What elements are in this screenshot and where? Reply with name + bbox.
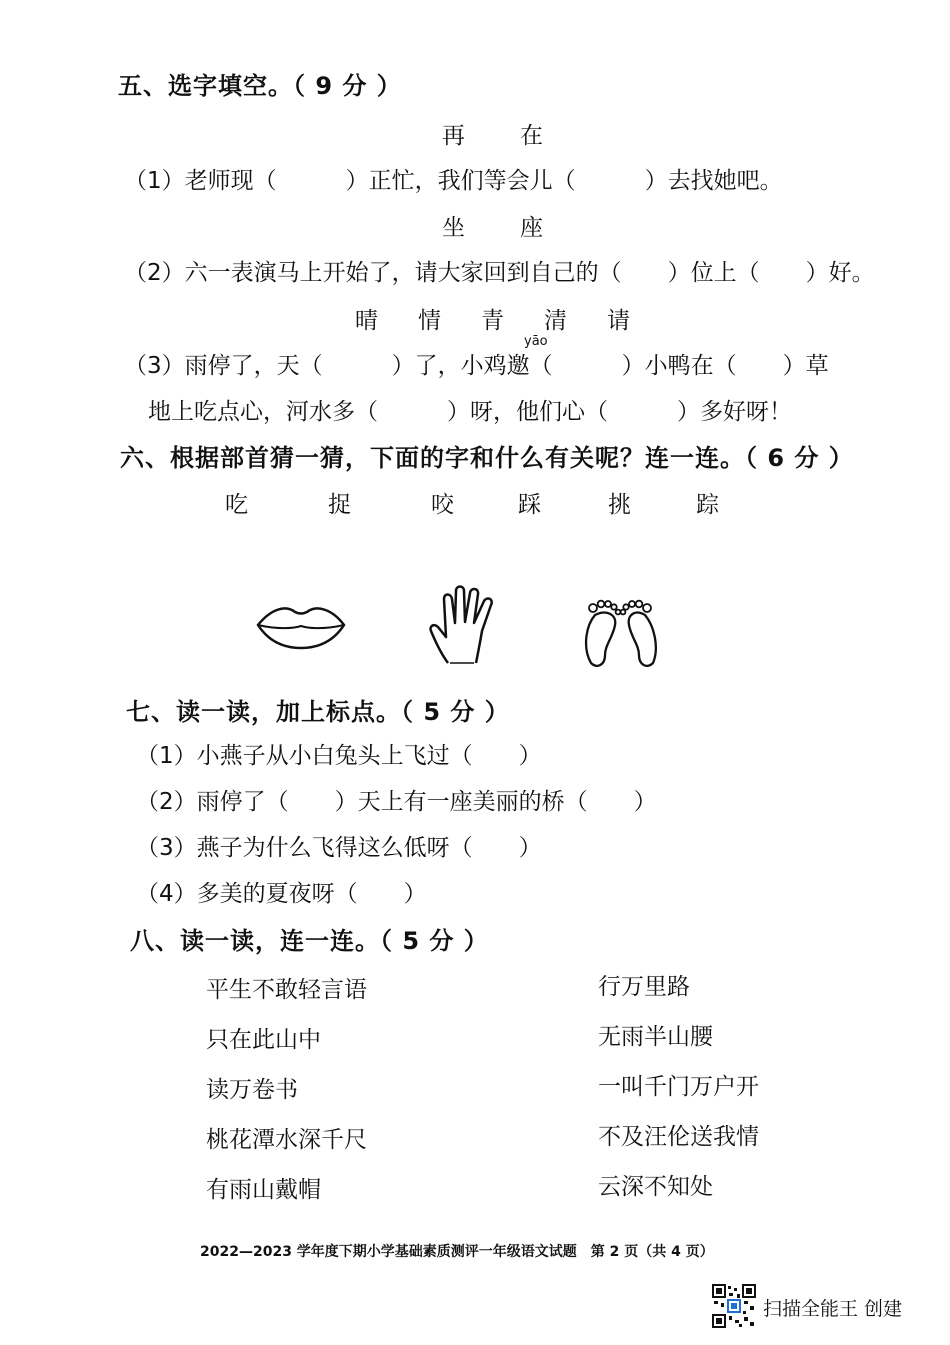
left-phrase: 平生不敢轻言语	[206, 977, 367, 1003]
q3-text-line2: 地上吃点心，河水多（ ）呀，他们心（ ）多好呀！	[148, 399, 792, 425]
scanner-watermark: 扫描全能王 创建	[763, 1298, 903, 1320]
left-phrase: 桃花潭水深千尺	[206, 1127, 367, 1153]
char-item: 踩	[518, 492, 541, 518]
option-char: 在	[520, 123, 543, 149]
section6-title: 六、根据部首猜一猜，下面的字和什么有关呢？连一连。（ 6 分 ）	[120, 444, 854, 472]
q3-text-line1: （3）雨停了，天（ ）了，小鸡邀（ ）小鸭在（ ）草	[124, 353, 829, 379]
option-char: 请	[607, 308, 630, 334]
option-char: 青	[481, 308, 504, 334]
option-char: 晴	[355, 308, 378, 334]
char-item: 吃	[225, 492, 248, 518]
right-phrase: 无雨半山腰	[598, 1024, 713, 1050]
qr-code-icon	[712, 1284, 756, 1328]
punct-item: （1）小燕子从小白兔头上飞过（ ）	[136, 743, 542, 769]
section8-title: 八、读一读，连一连。（ 5 分 ）	[130, 927, 489, 955]
option-char: 清	[544, 308, 567, 334]
option-char: 坐	[442, 215, 465, 241]
pinyin-yao: yāo	[524, 334, 548, 349]
option-char: 再	[442, 123, 465, 149]
right-phrase: 一叫千门万户开	[598, 1074, 759, 1100]
page-footer: 2022—2023 学年度下期小学基础素质测评一年级语文试题 第 2 页（共 4 页）	[200, 1244, 714, 1260]
section7-title: 七、读一读，加上标点。（ 5 分 ）	[126, 698, 510, 726]
lips-icon	[255, 600, 347, 650]
left-phrase: 读万卷书	[206, 1077, 298, 1103]
left-phrase: 只在此山中	[206, 1027, 321, 1053]
char-item: 挑	[608, 492, 631, 518]
punct-item: （2）雨停了（ ）天上有一座美丽的桥（ ）	[136, 789, 657, 815]
hand-icon	[428, 585, 506, 665]
q2-text: （2）六一表演马上开始了，请大家回到自己的（ ）位上（ ）好。	[124, 260, 875, 286]
punct-item: （4）多美的夏夜呀（ ）	[136, 881, 427, 907]
left-phrase: 有雨山戴帽	[206, 1177, 321, 1203]
section5-title: 五、选字填空。（ 9 分 ）	[118, 72, 402, 100]
char-item: 踪	[696, 492, 719, 518]
option-char: 情	[418, 308, 441, 334]
right-phrase: 不及汪伦送我情	[598, 1124, 759, 1150]
option-char: 座	[520, 215, 543, 241]
right-phrase: 行万里路	[598, 974, 690, 1000]
char-item: 咬	[431, 492, 454, 518]
q1-text: （1）老师现（ ）正忙，我们等会儿（ ）去找她吧。	[124, 168, 783, 194]
feet-icon	[583, 597, 663, 669]
right-phrase: 云深不知处	[598, 1174, 713, 1200]
punct-item: （3）燕子为什么飞得这么低呀（ ）	[136, 835, 542, 861]
char-item: 捉	[328, 492, 351, 518]
